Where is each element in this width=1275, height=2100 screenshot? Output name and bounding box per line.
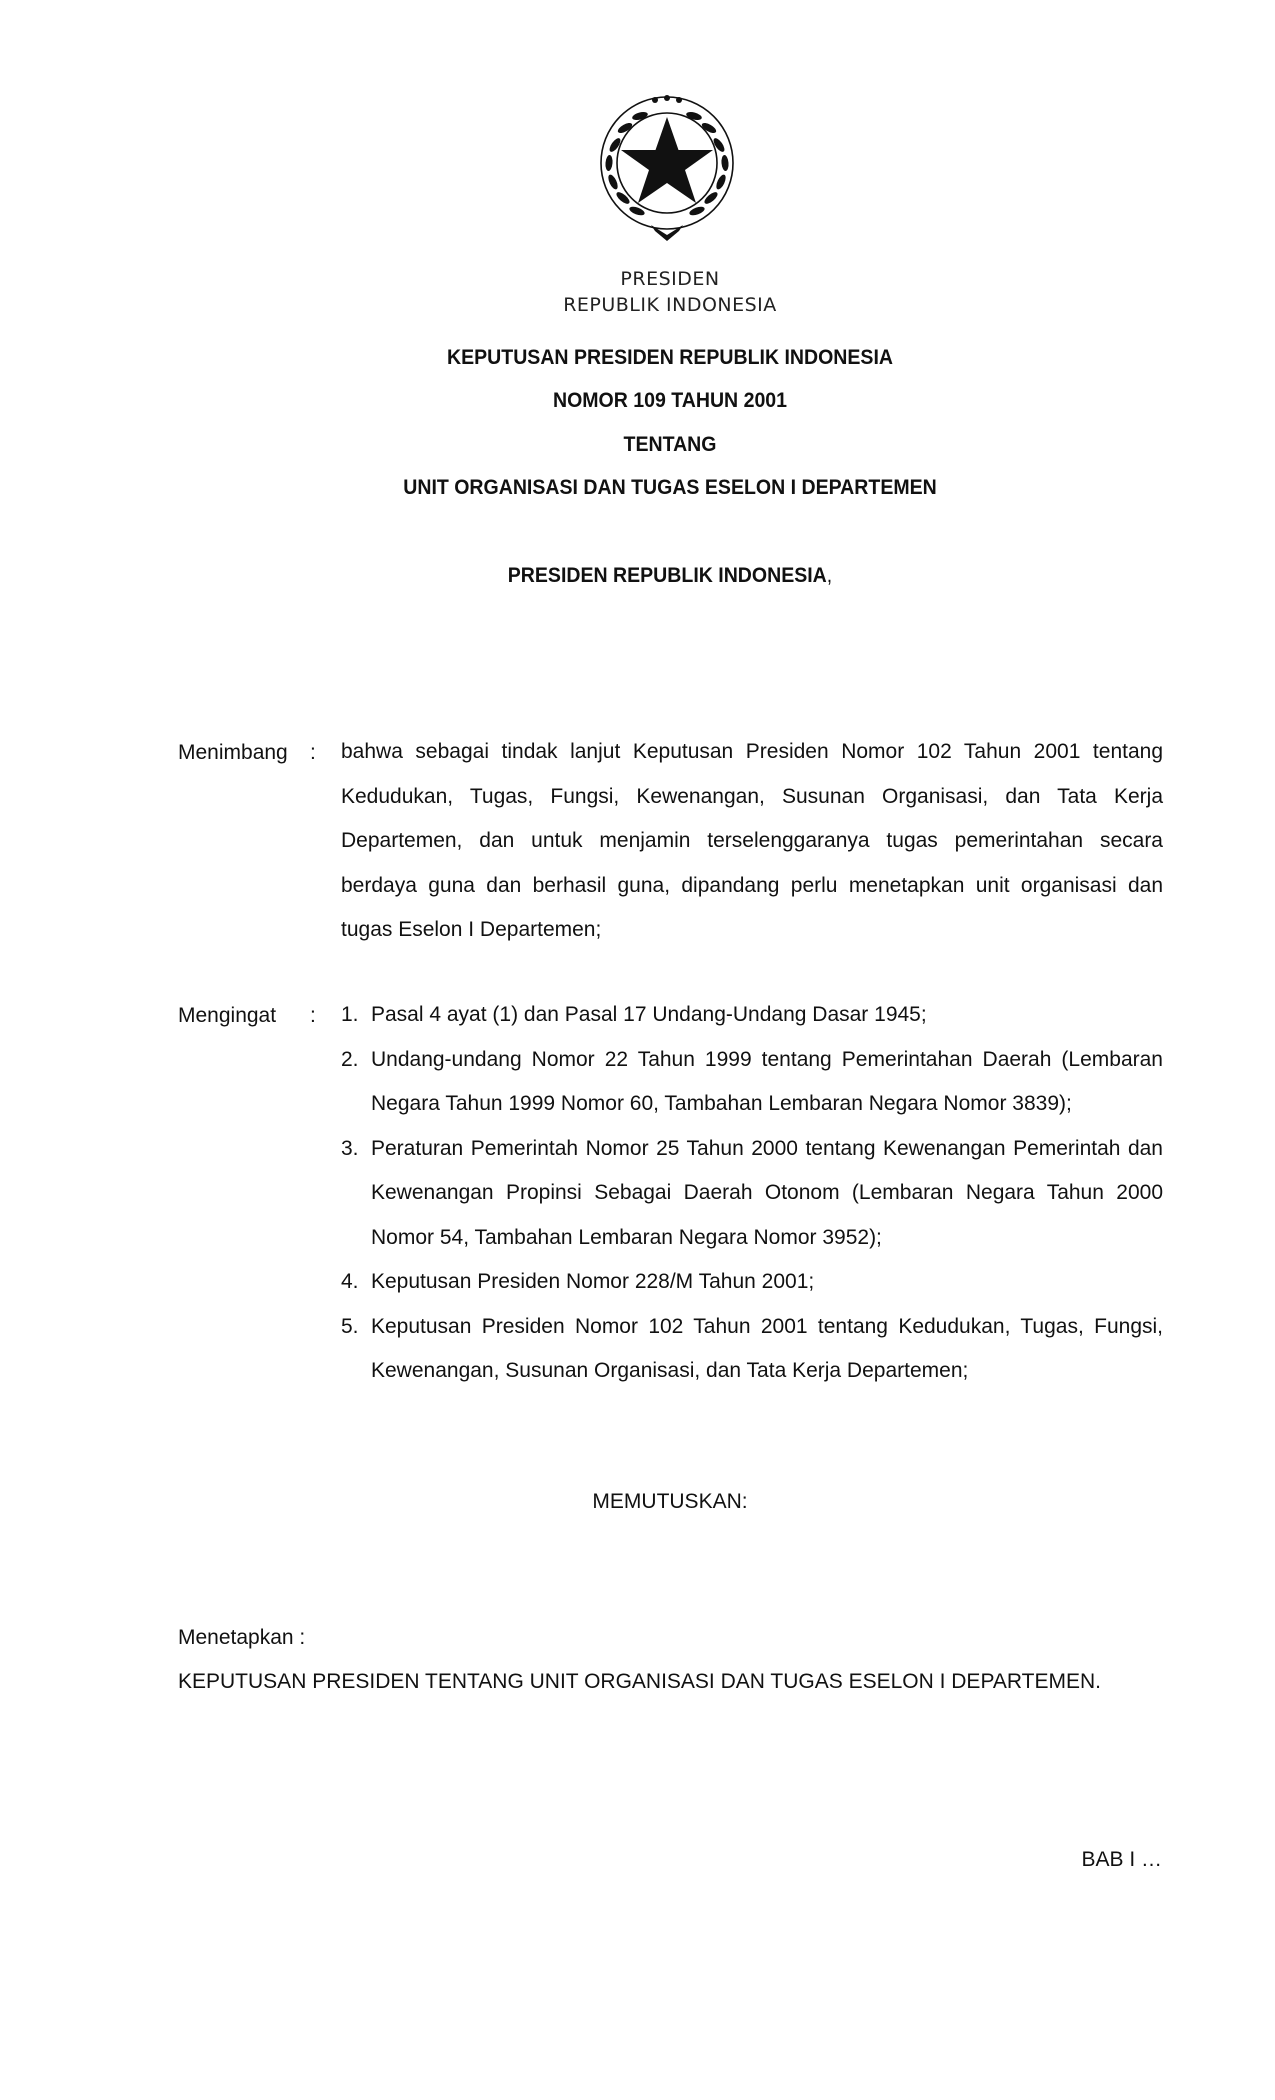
decree-subject: UNIT ORGANISASI DAN TUGAS ESELON I DEPARTEMEN: [403, 476, 937, 499]
list-item: [341, 1305, 1163, 1394]
president-heading-text: PRESIDEN REPUBLIK INDONESIA: [507, 564, 827, 587]
list-item-number: 1.: [341, 1003, 359, 1026]
list-item-number: 5.: [341, 1314, 359, 1338]
menimbang-colon: :: [310, 741, 316, 764]
list-item: [341, 1127, 1163, 1261]
menetapkan-text: KEPUTUSAN PRESIDEN TENTANG UNIT ORGANISASI DAN TUGAS ESELON I DEPARTEMEN.: [178, 1670, 1102, 1693]
mengingat-list: [341, 993, 1163, 1394]
list-item-text: Peraturan Pemerintah Nomor 25 Tahun 2000 tentang Kewenangan Pemerintah dan Kewenangan Propinsi Sebagai Daerah Otonom (Lembaran Negara Tahun 2000 Nomor 54, Tambahan Lembaran Negara Nomor 3952);: [371, 1136, 1163, 1249]
president-heading-comma: ,: [826, 564, 833, 587]
menimbang-label: Menimbang: [178, 741, 288, 764]
decree-tentang: TENTANG: [623, 433, 717, 456]
president-heading: [47, 564, 1275, 588]
memutuskan-heading: MEMUTUSKAN:: [592, 1490, 748, 1513]
list-item-number: 3.: [341, 1136, 359, 1160]
mengingat-colon: :: [310, 1004, 316, 1027]
office-line-2: REPUBLIK INDONESIA: [563, 294, 777, 316]
list-item-text: Pasal 4 ayat (1) dan Pasal 17 Undang-Undang Dasar 1945;: [371, 1003, 927, 1026]
garuda-star-emblem-icon: [585, 85, 750, 250]
list-item: [341, 1260, 1163, 1305]
decree-title: KEPUTUSAN PRESIDEN REPUBLIK INDONESIA: [447, 346, 893, 369]
list-item-number: 4.: [341, 1270, 359, 1293]
menetapkan-label: Menetapkan :: [178, 1626, 306, 1649]
list-item-text: Undang-undang Nomor 22 Tahun 1999 tentang Pemerintahan Daerah (Lembaran Negara Tahun 1999 Nomor 60, Tambahan Lembaran Negara Nomor 3839);: [371, 1047, 1163, 1115]
next-page-marker: BAB I …: [1081, 1848, 1162, 1871]
list-item-text: Keputusan Presiden Nomor 102 Tahun 2001 tentang Kedudukan, Tugas, Fungsi, Kewenangan, Susunan Organisasi, dan Tata Kerja Departemen;: [371, 1314, 1163, 1382]
list-item: [341, 1038, 1163, 1127]
office-line-1: PRESIDEN: [620, 268, 720, 290]
list-item-number: 2.: [341, 1047, 359, 1071]
menimbang-text: bahwa sebagai tindak lanjut Keputusan Presiden Nomor 102 Tahun 2001 tentang Kedudukan, Tugas, Fungsi, Kewenangan, Susunan Organisasi, dan Tata Kerja Departemen, dan untuk menjamin terselenggaranya tugas pemerintahan secara berdaya guna dan berhasil guna, dipandang perlu menetapkan unit organisasi dan tugas Eselon I Departemen;: [341, 740, 1163, 941]
mengingat-label: Mengingat: [178, 1004, 277, 1027]
list-item-text: Keputusan Presiden Nomor 228/M Tahun 2001;: [371, 1270, 815, 1293]
decree-number: NOMOR 109 TAHUN 2001: [552, 389, 788, 412]
list-item: [341, 993, 1163, 1038]
